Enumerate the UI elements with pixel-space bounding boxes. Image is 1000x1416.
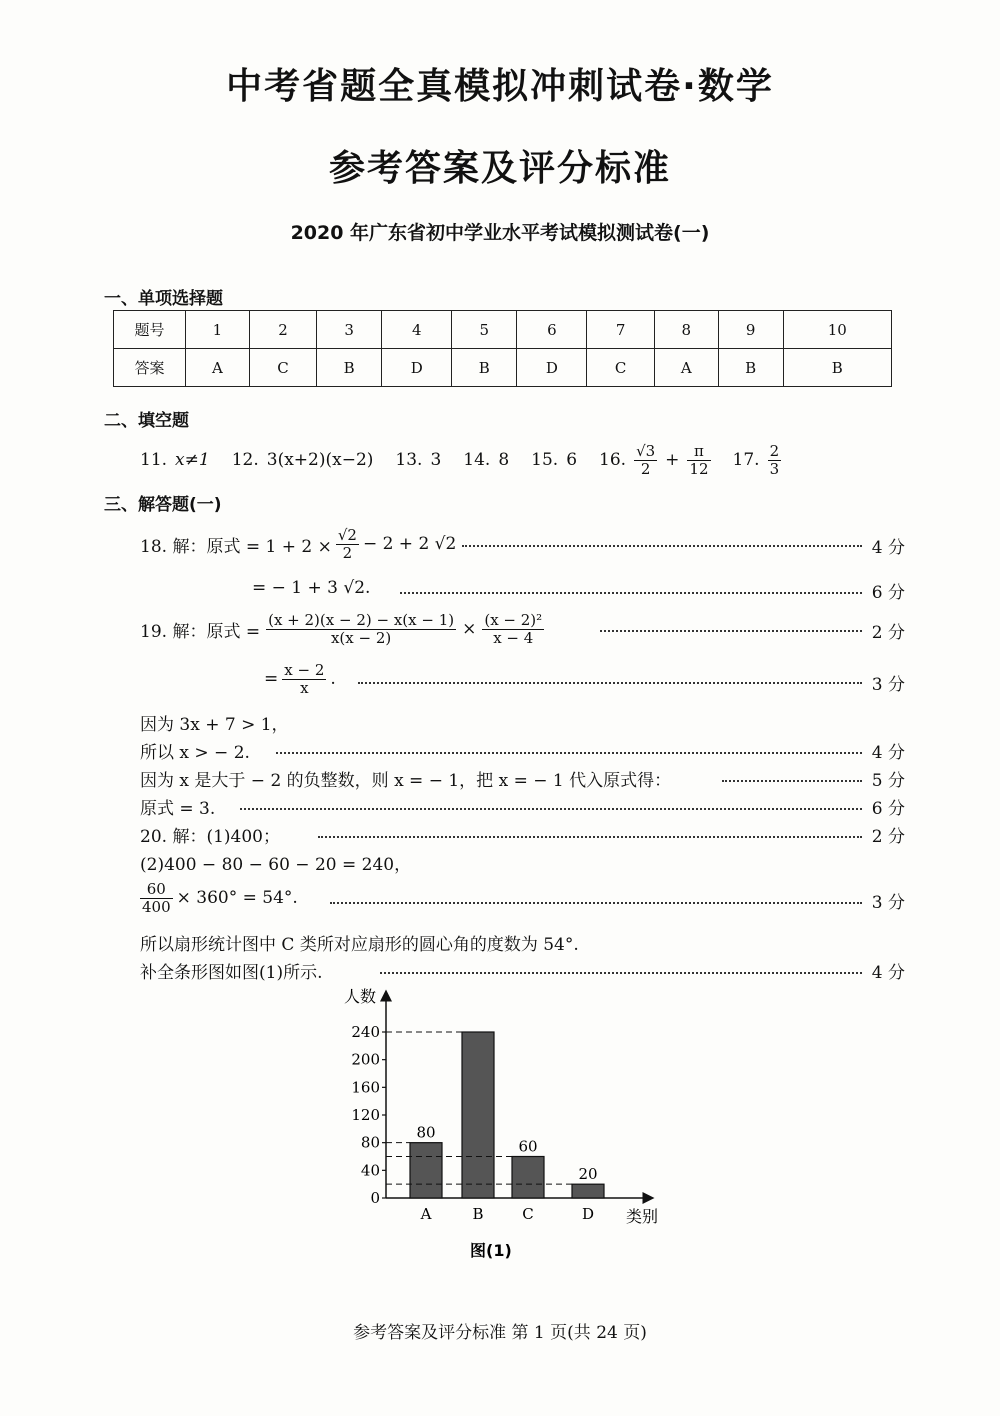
qnum-cell: 5	[452, 311, 517, 349]
answer-cell: A	[654, 349, 718, 387]
document-subtitle: 参考答案及评分标准	[328, 148, 671, 189]
score: 4 分	[871, 963, 905, 983]
q18-frac: $\frac{√2}{2}$	[337, 526, 357, 562]
score: 6 分	[871, 799, 905, 819]
q17-label: 17.	[732, 450, 760, 470]
q12-label: 12.	[231, 450, 259, 470]
answer-cell: D	[382, 349, 452, 387]
q16-label: 16.	[599, 450, 627, 470]
category-label: B	[472, 1205, 484, 1223]
y-tick-label: 120	[351, 1106, 380, 1124]
answer-cell: B	[783, 349, 891, 387]
leader-dots	[400, 592, 862, 594]
score: 2 分	[871, 827, 905, 847]
y-tick-label: 200	[351, 1050, 380, 1069]
document-title: 中考省题全真模拟冲刺试卷·数学	[226, 66, 774, 107]
q14-answer: 8	[498, 450, 510, 470]
section3-heading: 三、解答题(一)	[104, 495, 222, 515]
qnum-cell: 10	[783, 311, 891, 349]
score: 2 分	[871, 623, 905, 643]
y-tick-label: 240	[351, 1023, 380, 1041]
answer-table-row-answers	[114, 349, 892, 387]
q18-line1-tail: − 2 + 2 √2	[362, 534, 457, 554]
answer-cell: C	[249, 349, 316, 387]
q18-line2: = − 1 + 3 √2.	[252, 578, 371, 598]
answer-cell: D	[517, 349, 587, 387]
exam-title: 2020 年广东省初中学业水平考试模拟测试卷(一)	[290, 222, 710, 244]
page-footer: 参考答案及评分标准 第 1 页(共 24 页)	[353, 1323, 647, 1343]
q13-answer: 3	[430, 450, 442, 470]
answer-cell: C	[587, 349, 654, 387]
q19-frac1: $\frac{(x + 2)(x - 2) - x(x - 1)}{x(x - 2)}$	[268, 611, 455, 647]
bar	[572, 1184, 604, 1198]
qnum-cell: 9	[718, 311, 783, 349]
score: 6 分	[871, 583, 905, 603]
q12-answer: 3(x+2)(x−2)	[266, 450, 374, 470]
leader-dots	[276, 752, 862, 754]
q15-answer: 6	[566, 450, 578, 470]
score: 5 分	[871, 771, 905, 791]
section2-heading: 二、填空题	[104, 411, 189, 431]
bar-value-label: 20	[578, 1165, 598, 1184]
section1-heading: 一、单项选择题	[104, 289, 223, 309]
leader-dots	[318, 836, 862, 838]
category-label: A	[420, 1205, 432, 1223]
chart-caption: 图(1)	[470, 1241, 512, 1260]
q20-line3	[140, 874, 298, 922]
row-label-q: 题号	[114, 311, 186, 349]
q15-label: 15.	[531, 450, 559, 470]
q19-frac3: $\frac{x - 2}{x}$	[284, 661, 325, 697]
qnum-cell: 7	[587, 311, 654, 349]
fill-blank-answers	[140, 438, 781, 482]
q11-label: 11.	[140, 450, 168, 470]
answer-cell: B	[718, 349, 783, 387]
score: 4 分	[871, 538, 905, 558]
qnum-cell: 2	[249, 311, 316, 349]
qnum-cell: 6	[517, 311, 587, 349]
q19-line2-tail: .	[330, 669, 336, 689]
score: 3 分	[871, 893, 905, 913]
answer-table	[113, 310, 892, 387]
bar	[512, 1157, 544, 1199]
q19-line6: 原式 = 3.	[140, 799, 216, 819]
q20-line3-tail: × 360° = 54°.	[176, 888, 298, 908]
qnum-cell: 3	[317, 311, 382, 349]
row-label-a: 答案	[114, 349, 186, 387]
leader-dots	[330, 902, 862, 904]
q19-line1	[140, 604, 544, 654]
q20-line2: (2)400 − 80 − 60 − 20 = 240，	[140, 855, 412, 875]
leader-dots	[722, 780, 862, 782]
qnum-cell: 8	[654, 311, 718, 349]
q19-times: ×	[462, 619, 477, 639]
q14-label: 14.	[463, 450, 491, 470]
q18-line1	[140, 524, 456, 564]
q16-frac1: $\frac{√3}{2}$	[636, 442, 656, 478]
leader-dots	[240, 808, 862, 810]
score: 3 分	[871, 675, 905, 695]
answer-cell: B	[317, 349, 382, 387]
qnum-cell: 4	[382, 311, 452, 349]
q20-line5: 补全条形图如图(1)所示.	[140, 963, 323, 983]
bar	[410, 1143, 442, 1198]
chart-ylabel: 人数	[344, 987, 377, 1006]
answer-table-row-numbers	[114, 311, 892, 349]
chart-xlabel: 类别	[626, 1207, 659, 1226]
q18-line1-text: 18. 解：原式 = 1 + 2 ×	[140, 536, 332, 557]
qnum-cell: 1	[186, 311, 250, 349]
q13-label: 13.	[395, 450, 423, 470]
bar-value-label: 80	[416, 1123, 436, 1142]
leader-dots	[358, 682, 862, 684]
leader-dots	[462, 545, 862, 547]
q19-line2-eq: =	[264, 669, 279, 689]
y-tick-label: 40	[360, 1161, 380, 1180]
y-tick-label: 0	[370, 1189, 380, 1207]
q19-line1-text: 19. 解：原式 =	[140, 621, 261, 642]
q19-line5: 因为 x 是大于 − 2 的负整数，则 x = − 1，把 x = − 1 代入原式得：	[140, 771, 672, 791]
q20-line4: 所以扇形统计图中 C 类所对应扇形的圆心角的度数为 54°.	[140, 935, 579, 955]
score: 4 分	[871, 743, 905, 763]
q20-line1: 20. 解：(1)400；	[140, 827, 280, 847]
q17-frac: $\frac{2}{3}$	[769, 442, 780, 478]
q16-frac2: $\frac{\pi}{12}$	[689, 442, 709, 478]
leader-dots	[600, 630, 862, 632]
q16-plus: +	[665, 450, 680, 470]
q11-answer: x≠1	[175, 450, 210, 470]
q19-line4: 所以 x > − 2.	[140, 743, 250, 763]
bar	[462, 1032, 494, 1198]
bar-chart	[330, 980, 670, 1270]
q19-line2	[264, 656, 336, 702]
bar-value-label: 60	[518, 1137, 538, 1156]
leader-dots	[380, 972, 862, 974]
q19-frac2: $\frac{\text{(x − 2)²}}{x - 4}$	[484, 611, 543, 647]
q19-line3: 因为 3x + 7 > 1，	[140, 715, 289, 735]
category-label: C	[522, 1205, 534, 1223]
category-label: D	[581, 1205, 595, 1223]
answer-cell: B	[452, 349, 517, 387]
y-tick-label: 160	[351, 1078, 380, 1097]
q20-frac: $\frac{60}{400}$	[142, 880, 171, 916]
answer-cell: A	[186, 349, 250, 387]
y-tick-label: 80	[360, 1133, 380, 1152]
